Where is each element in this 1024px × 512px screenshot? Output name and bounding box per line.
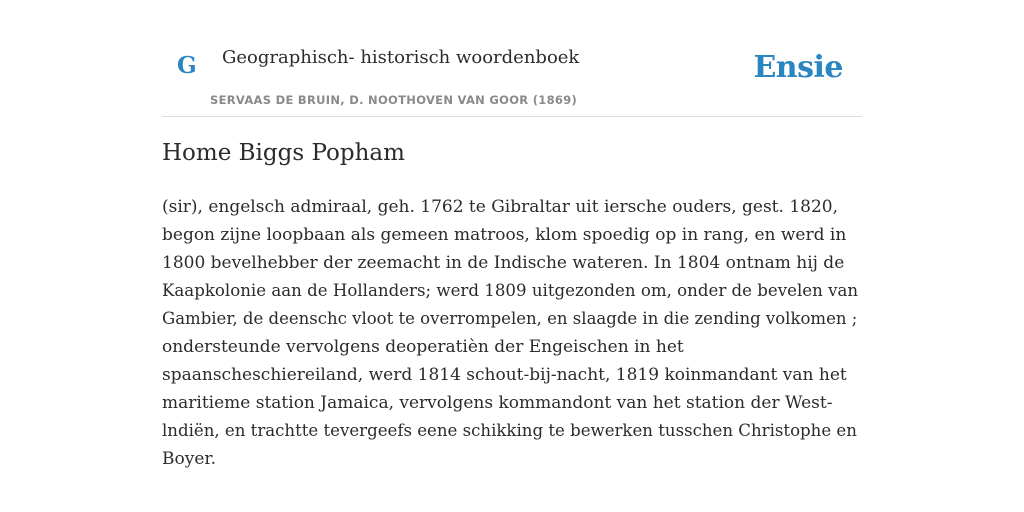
body-line: Boyer. [162,449,217,469]
body-line: spaanscheschiereiland, werd 1814 schout-bij-nacht, 1819 koinmandant van het [162,365,847,385]
body-line: (sir), engelsch admiraal, geh. 1762 te Gibraltar uit iersche ouders, gest. 1820, [162,197,838,217]
body-line: Gambier, de deenschc vloot te overrompelen, en slaagde in die zending volkomen ; [162,309,858,328]
body-line: 1800 bevelhebber der zeemacht in de Indische wateren. In 1804 ontnam hij de [162,253,845,273]
entry-body [162,193,862,473]
body-line: lndiën, en trachtte tevergeefs eene schikking te bewerken tusschen Christophe en [162,421,857,440]
book-authors: SERVAAS DE BRUIN, D. NOOTHOVEN VAN GOOR (1869) [210,93,578,107]
body-line: ondersteunde vervolgens deoperatièn der Engeischen in het [162,337,684,357]
site-header [162,0,862,117]
page [162,0,862,512]
body-line: begon zijne loopbaan als gemeen matroos, klom spoedig op in rang, en werd in [162,225,847,245]
book-logo[interactable]: G [177,52,197,79]
body-line: Kaapkolonie aan de Hollanders; werd 1809 uitgezonden om, onder de bevelen van [162,281,859,300]
body-line: maritieme station Jamaica, vervolgens kommandont van het station der West- [162,393,833,413]
brand-logo-link[interactable]: Ensie [753,50,843,85]
book-title-link[interactable]: Geographisch- historisch woordenboek [222,47,580,68]
entry-title: Home Biggs Popham [162,140,405,166]
